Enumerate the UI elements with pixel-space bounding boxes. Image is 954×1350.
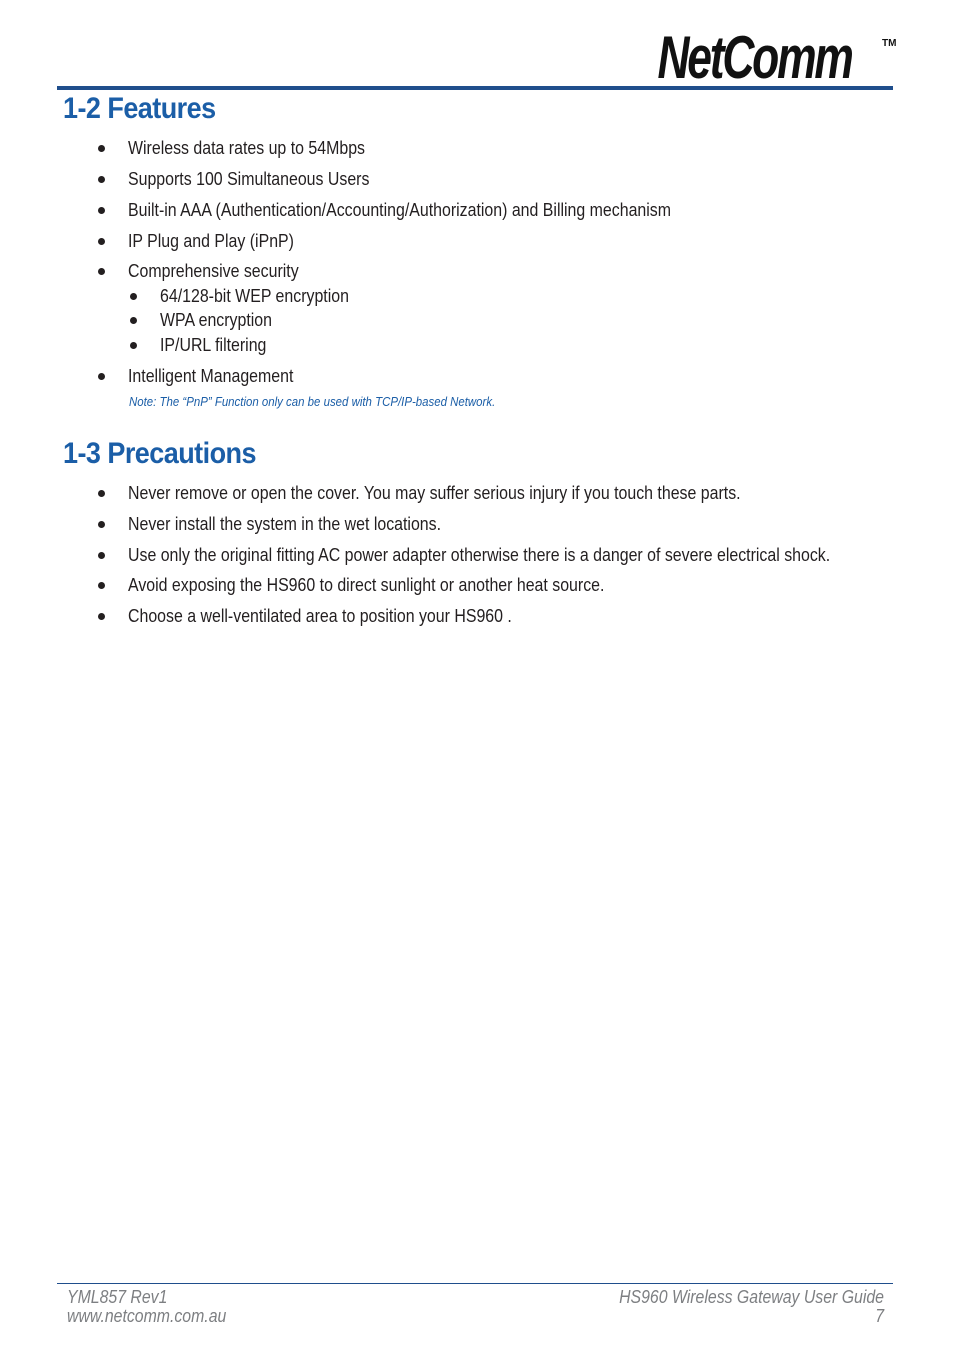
bullet-icon xyxy=(98,207,105,214)
bullet-icon xyxy=(98,373,105,380)
sub-list-item: IP/URL filtering xyxy=(160,334,267,355)
list-item: Wireless data rates up to 54Mbps xyxy=(128,137,365,158)
bullet-icon xyxy=(98,582,105,589)
doc-code: YML857 Rev1 xyxy=(67,1287,168,1307)
bullet-icon xyxy=(98,521,105,528)
bullet-icon xyxy=(98,145,105,152)
trademark-mark: TM xyxy=(882,38,896,49)
sub-list-item: WPA encryption xyxy=(160,309,273,330)
list-item: Supports 100 Simultaneous Users xyxy=(128,168,370,189)
sub-bullet-icon xyxy=(130,317,137,324)
bullet-icon xyxy=(98,268,105,275)
list-item: Intelligent Management xyxy=(128,365,294,386)
list-item: Never install the system in the wet locations. xyxy=(128,513,442,534)
guide-title: HS960 Wireless Gateway User Guide xyxy=(619,1287,884,1307)
bullet-icon xyxy=(98,552,105,559)
bullet-icon xyxy=(98,238,105,245)
precautions-heading: 1-3 Precautions xyxy=(63,437,256,470)
list-item: Choose a well-ventilated area to position your HS960 . xyxy=(128,605,512,626)
bullet-icon xyxy=(98,613,105,620)
sub-list-item: 64/128-bit WEP encryption xyxy=(160,285,349,306)
list-item: Built-in AAA (Authentication/Accounting/Authorization) and Billing mechanism xyxy=(128,199,672,220)
logo-wordmark: NetComm xyxy=(657,26,852,86)
list-item: IP Plug and Play (iPnP) xyxy=(128,230,294,251)
features-heading: 1-2 Features xyxy=(63,92,216,125)
sub-bullet-icon xyxy=(130,342,137,349)
header-rule xyxy=(57,86,893,90)
pnp-note: Note: The “PnP” Function only can be used with TCP/IP-based Network. xyxy=(129,394,496,409)
list-item: Avoid exposing the HS960 to direct sunlight or another heat source. xyxy=(128,574,605,595)
bullet-icon xyxy=(98,490,105,497)
list-item: Never remove or open the cover. You may suffer serious injury if you touch these parts. xyxy=(128,482,741,503)
list-item: Comprehensive security xyxy=(128,260,299,281)
netcomm-logo xyxy=(656,26,896,86)
sub-bullet-icon xyxy=(130,293,137,300)
page-number: 7 xyxy=(875,1306,884,1326)
bullet-icon xyxy=(98,176,105,183)
list-item: Use only the original fitting AC power adapter otherwise there is a danger of severe electrical shock. xyxy=(128,544,831,565)
footer-rule xyxy=(57,1283,893,1284)
website-link[interactable]: www.netcomm.com.au xyxy=(67,1306,227,1326)
